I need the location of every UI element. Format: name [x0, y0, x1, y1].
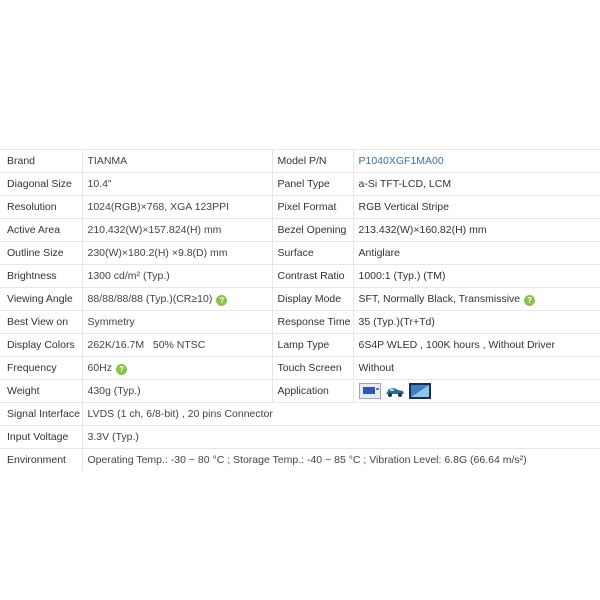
touch-screen-value: Without	[353, 357, 600, 380]
display-colors-label: Display Colors	[0, 334, 82, 357]
table-row	[0, 449, 600, 472]
brightness-value: 1300 cd/m² (Typ.)	[82, 265, 272, 288]
signal-interface-value: LVDS (1 ch, 6/8-bit) , 20 pins Connector	[82, 403, 600, 426]
display-mode-value: SFT, Normally Black, Transmissive	[358, 292, 521, 305]
pixel-format-value: RGB Vertical Stripe	[353, 196, 600, 219]
resolution-value: 1024(RGB)×768, XGA 123PPI	[82, 196, 272, 219]
table-row	[0, 311, 600, 334]
active-area-label: Active Area	[0, 219, 82, 242]
response-time-label: Response Time	[272, 311, 353, 334]
table-row	[0, 334, 600, 357]
brand-label: Brand	[0, 150, 82, 173]
table-row	[0, 219, 600, 242]
display-mode-label: Display Mode	[272, 288, 353, 311]
application-icons	[353, 380, 600, 403]
table-row	[0, 196, 600, 219]
panel-type-label: Panel Type	[272, 173, 353, 196]
panel-type-value: a-Si TFT-LCD, LCM	[353, 173, 600, 196]
frequency-value: 60Hz	[87, 361, 113, 374]
touch-screen-label: Touch Screen	[272, 357, 353, 380]
table-row	[0, 242, 600, 265]
signal-interface-label: Signal Interface	[0, 403, 82, 426]
application-label: Application	[272, 380, 353, 403]
brand-value[interactable]: TIANMA	[82, 150, 272, 173]
viewing-angle-label: Viewing Angle	[0, 288, 82, 311]
outline-size-label: Outline Size	[0, 242, 82, 265]
model-pn-label: Model P/N	[272, 150, 353, 173]
table-row	[0, 173, 600, 196]
monitor-icon[interactable]	[409, 383, 431, 399]
display-mode-cell	[353, 288, 600, 311]
environment-value: Operating Temp.: -30 ~ 80 °C ; Storage Temp.: -40 ~ 85 °C ; Vibration Level: 6.8G (66.64 m/s²)	[82, 449, 600, 472]
table-row	[0, 380, 600, 403]
surface-label: Surface	[272, 242, 353, 265]
table-row	[0, 403, 600, 426]
model-pn-value[interactable]: P1040XGF1MA00	[353, 150, 600, 173]
brightness-label: Brightness	[0, 265, 82, 288]
weight-label: Weight	[0, 380, 82, 403]
diagonal-size-value[interactable]: 10.4"	[82, 173, 272, 196]
table-row	[0, 426, 600, 449]
table-row	[0, 265, 600, 288]
help-circle-icon[interactable]: ?	[524, 295, 535, 306]
response-time-value: 35 (Typ.)(Tr+Td)	[353, 311, 600, 334]
lamp-type-label: Lamp Type	[272, 334, 353, 357]
diagonal-size-label: Diagonal Size	[0, 173, 82, 196]
best-view-on-label: Best View on	[0, 311, 82, 334]
industrial-display-icon[interactable]	[359, 383, 381, 399]
input-voltage-value: 3.3V (Typ.)	[82, 426, 600, 449]
table-row	[0, 150, 600, 173]
spec-table	[0, 149, 600, 471]
surface-value: Antiglare	[353, 242, 600, 265]
input-voltage-label: Input Voltage	[0, 426, 82, 449]
frequency-cell	[82, 357, 272, 380]
vehicle-icon[interactable]	[384, 383, 406, 399]
help-circle-icon[interactable]: ?	[216, 295, 227, 306]
weight-value: 430g (Typ.)	[82, 380, 272, 403]
table-row	[0, 288, 600, 311]
viewing-angle-value: 88/88/88/88 (Typ.)(CR≥10)	[87, 292, 213, 305]
display-colors-value: 262K/16.7M 50% NTSC	[82, 334, 272, 357]
resolution-label: Resolution	[0, 196, 82, 219]
environment-label: Environment	[7, 454, 66, 466]
contrast-ratio-label: Contrast Ratio	[272, 265, 353, 288]
lamp-type-value: 6S4P WLED , 100K hours , Without Driver	[353, 334, 600, 357]
outline-size-value: 230(W)×180.2(H) ×9.8(D) mm	[82, 242, 272, 265]
viewing-angle-cell	[82, 288, 272, 311]
best-view-on-value: Symmetry	[82, 311, 272, 334]
frequency-label: Frequency	[0, 357, 82, 380]
help-circle-icon[interactable]: ?	[116, 364, 127, 375]
table-row	[0, 357, 600, 380]
active-area-value: 210.432(W)×157.824(H) mm	[82, 219, 272, 242]
bezel-opening-value: 213.432(W)×160.82(H) mm	[353, 219, 600, 242]
pixel-format-label: Pixel Format	[272, 196, 353, 219]
contrast-ratio-value: 1000:1 (Typ.) (TM)	[353, 265, 600, 288]
bezel-opening-label: Bezel Opening	[272, 219, 353, 242]
